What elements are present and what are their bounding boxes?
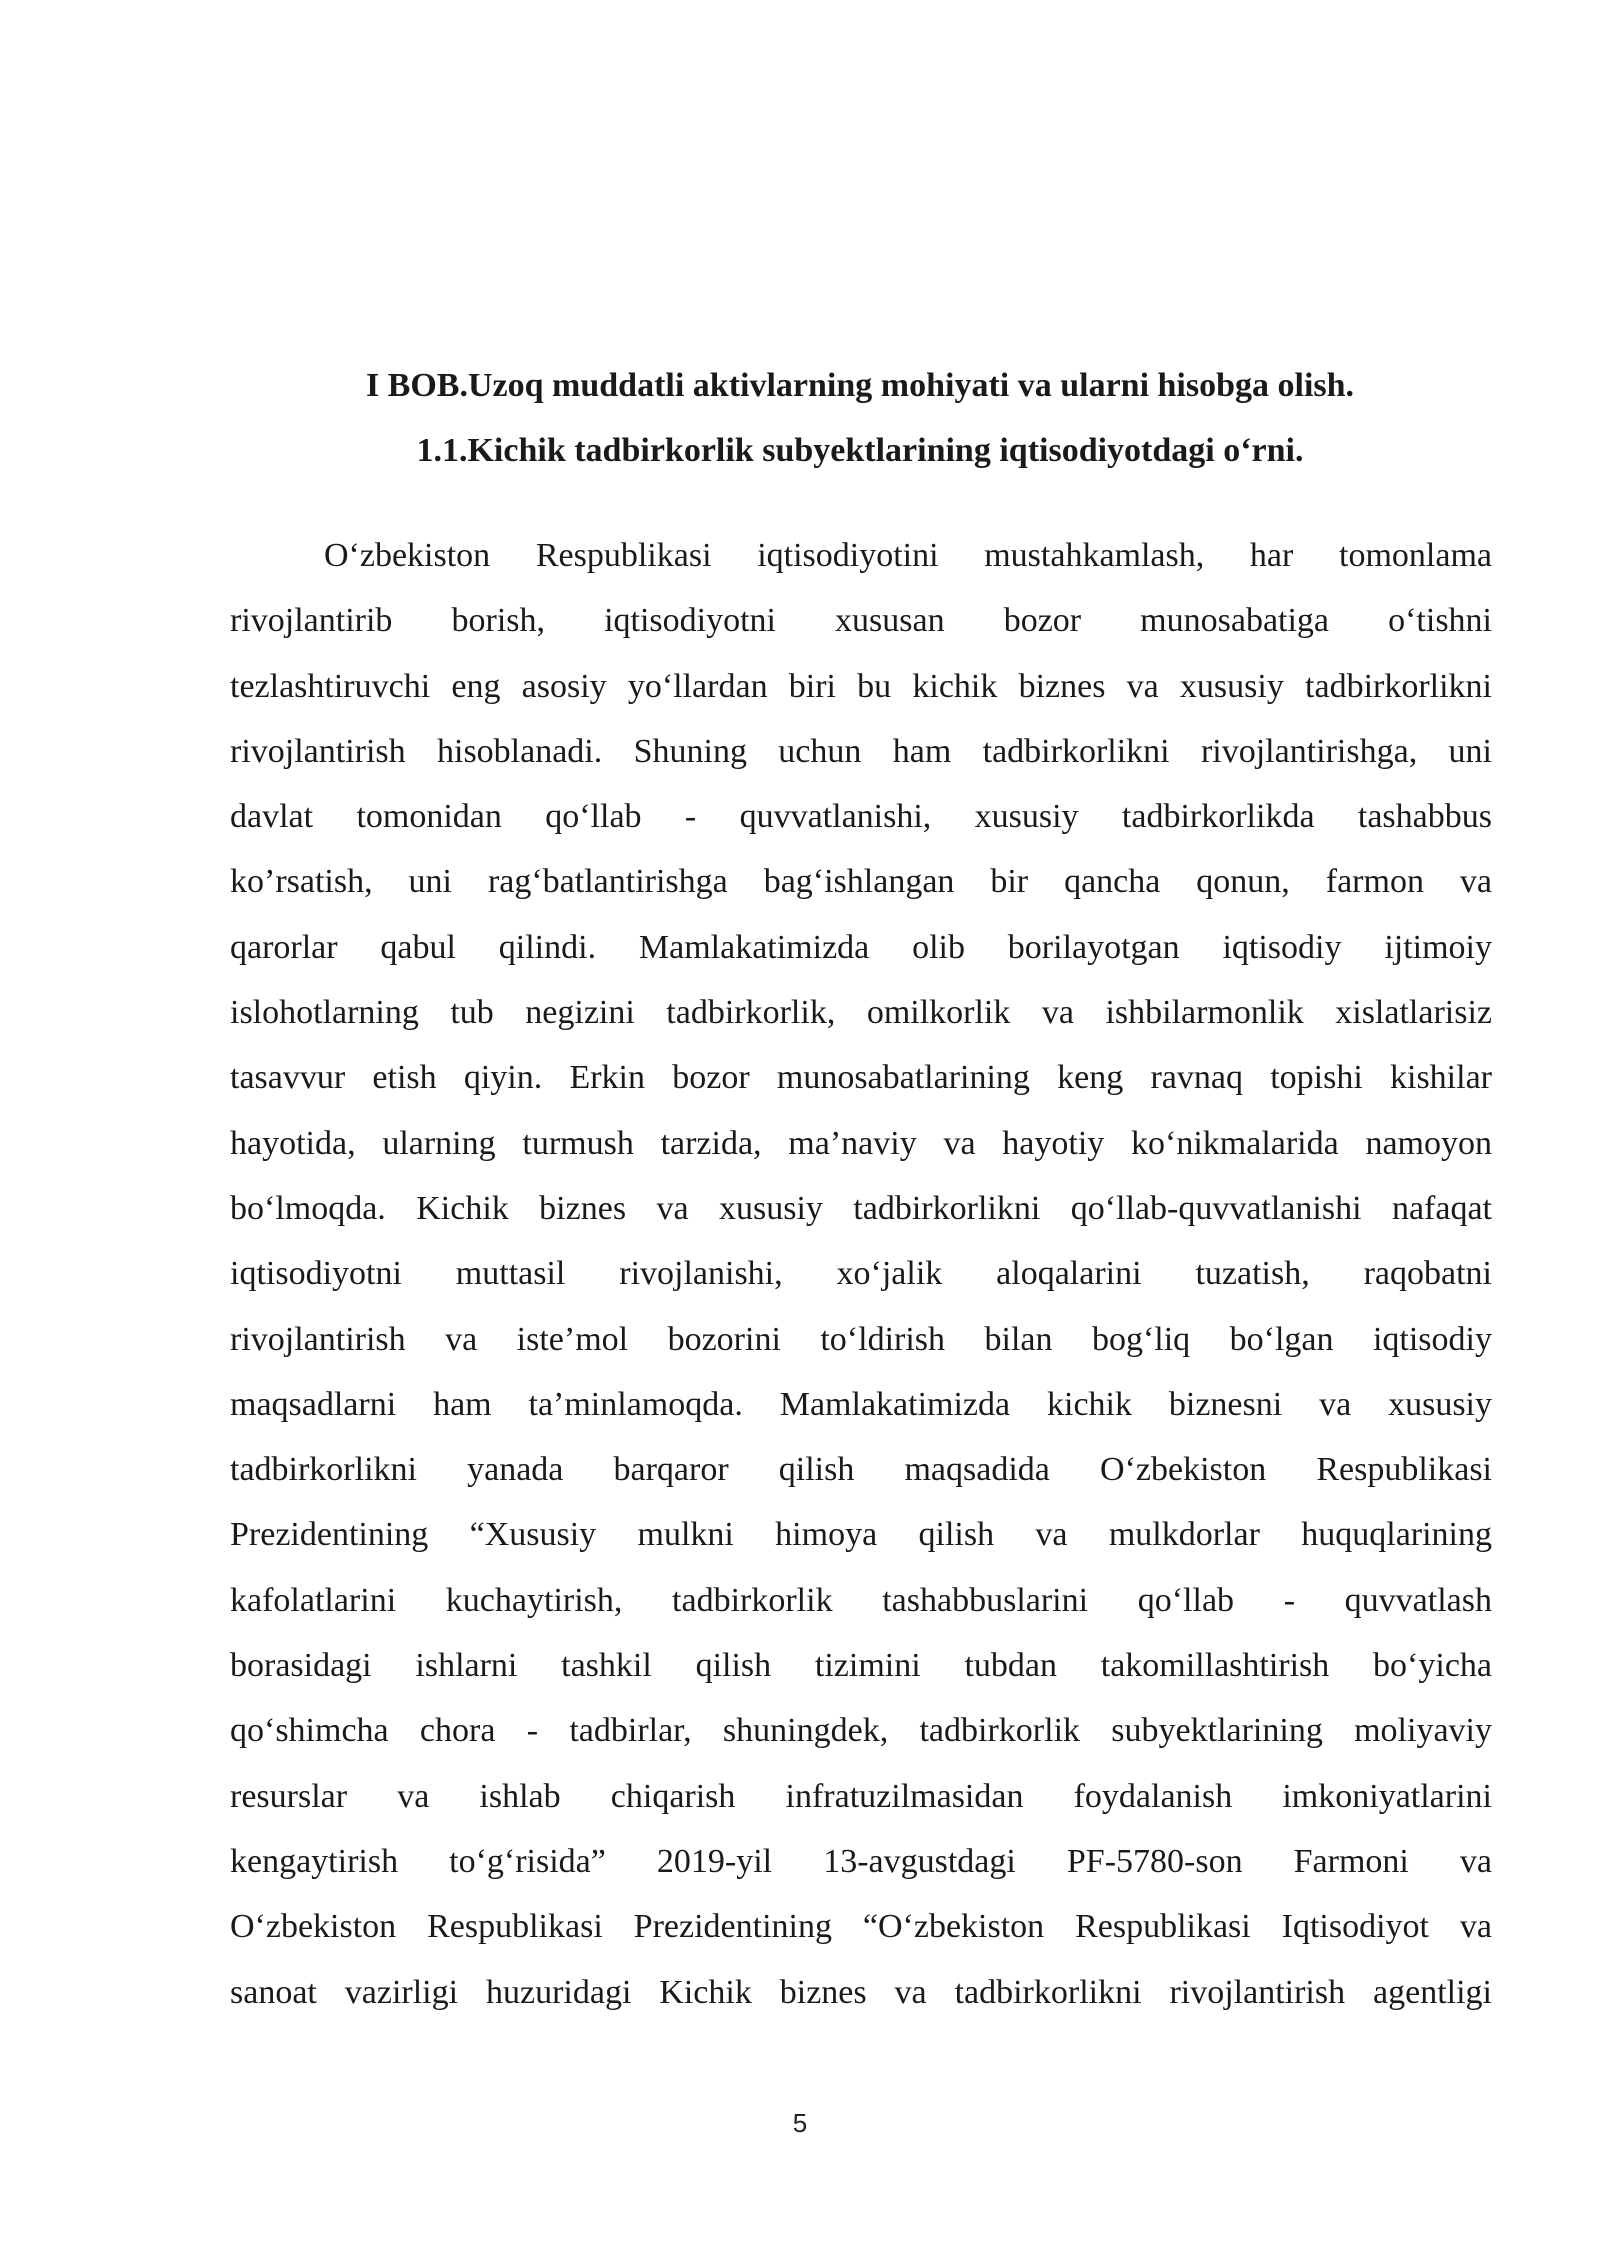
body-paragraph	[230, 523, 1492, 2025]
paragraph-line: hayotida, ularning turmush tarzida, ma’naviy va hayotiy ko‘nikmalarida namoyon	[230, 1124, 1492, 1162]
paragraph-line: tasavvur etish qiyin. Erkin bozor munosabatlarining keng ravnaq topishi kishilar	[230, 1059, 1492, 1097]
paragraph-line: qo‘shimcha chora - tadbirlar, shuningdek, tadbirkorlik subyektlarining moliyaviy	[230, 1712, 1492, 1750]
paragraph-line: kengaytirish to‘g‘risida” 2019-yil 13-avgustdagi PF-5780-son Farmoni va	[230, 1842, 1492, 1880]
page-number: 5	[792, 2108, 808, 2138]
paragraph-line: ko’rsatish, uni rag‘batlantirishga bag‘ishlangan bir qancha qonun, farmon va	[230, 863, 1492, 901]
paragraph-line: tadbirkorlikni yanada barqaror qilish maqsadida O‘zbekiston Respublikasi	[230, 1451, 1492, 1489]
paragraph-line: qarorlar qabul qilindi. Mamlakatimizda olib borilayotgan iqtisodiy ijtimoiy	[230, 928, 1492, 966]
paragraph-line: kafolatlarini kuchaytirish, tadbirkorlik tashabbuslarini qo‘llab - quvvatlash	[230, 1581, 1492, 1619]
paragraph-line: bo‘lmoqda. Kichik biznes va xususiy tadbirkorlikni qo‘llab-quvvatlanishi nafaqat	[230, 1189, 1492, 1227]
paragraph-line: tezlashtiruvchi eng asosiy yo‘llardan biri bu kichik biznes va xususiy tadbirkorlikni	[230, 667, 1492, 705]
paragraph-line: Prezidentining “Xususiy mulkni himoya qilish va mulkdorlar huquqlarining	[230, 1516, 1492, 1554]
paragraph-line: maqsadlarni ham ta’minlamoqda. Mamlakatimizda kichik biznesni va xususiy	[230, 1385, 1492, 1423]
paragraph-line: resurslar va ishlab chiqarish infratuzilmasidan foydalanish imkoniyatlarini	[230, 1777, 1492, 1815]
paragraph-line: davlat tomonidan qo‘llab - quvvatlanishi, xususiy tadbirkorlikda tashabbus	[230, 798, 1492, 836]
paragraph-line: rivojlantirish hisoblanadi. Shuning uchun ham tadbirkorlikni rivojlantirishga, uni	[230, 732, 1492, 770]
paragraph-line: O‘zbekiston Respublikasi iqtisodiyotini mustahkamlash, har tomonlama	[324, 537, 1492, 574]
chapter-title: I BOB.Uzoq muddatli aktivlarning mohiyati va ularni hisobga olish.	[365, 367, 1355, 404]
paragraph-line: rivojlantirish va iste’mol bozorini to‘ldirish bilan bog‘liq bo‘lgan iqtisodiy	[230, 1320, 1492, 1358]
paragraph-line: borasidagi ishlarni tashkil qilish tizimini tubdan takomillashtirish bo‘yicha	[230, 1647, 1492, 1685]
paragraph-line: sanoat vazirligi huzuridagi Kichik biznes va tadbirkorlikni rivojlantirish agentligi	[230, 1973, 1492, 2011]
paragraph-line: O‘zbekiston Respublikasi Prezidentining “O‘zbekiston Respublikasi Iqtisodiyot va	[230, 1908, 1492, 1946]
paragraph-line: islohotlarning tub negizini tadbirkorlik, omilkorlik va ishbilarmonlik xislatlarisiz	[230, 994, 1492, 1032]
section-title: 1.1.Kichik tadbirkorlik subyektlarining iqtisodiyotdagi o‘rni.	[416, 432, 1304, 469]
paragraph-line: rivojlantirib borish, iqtisodiyotni xususan bozor munosabatiga o‘tishni	[230, 602, 1492, 640]
paragraph-line: iqtisodiyotni muttasil rivojlanishi, xo‘jalik aloqalarini tuzatish, raqobatni	[230, 1255, 1492, 1293]
